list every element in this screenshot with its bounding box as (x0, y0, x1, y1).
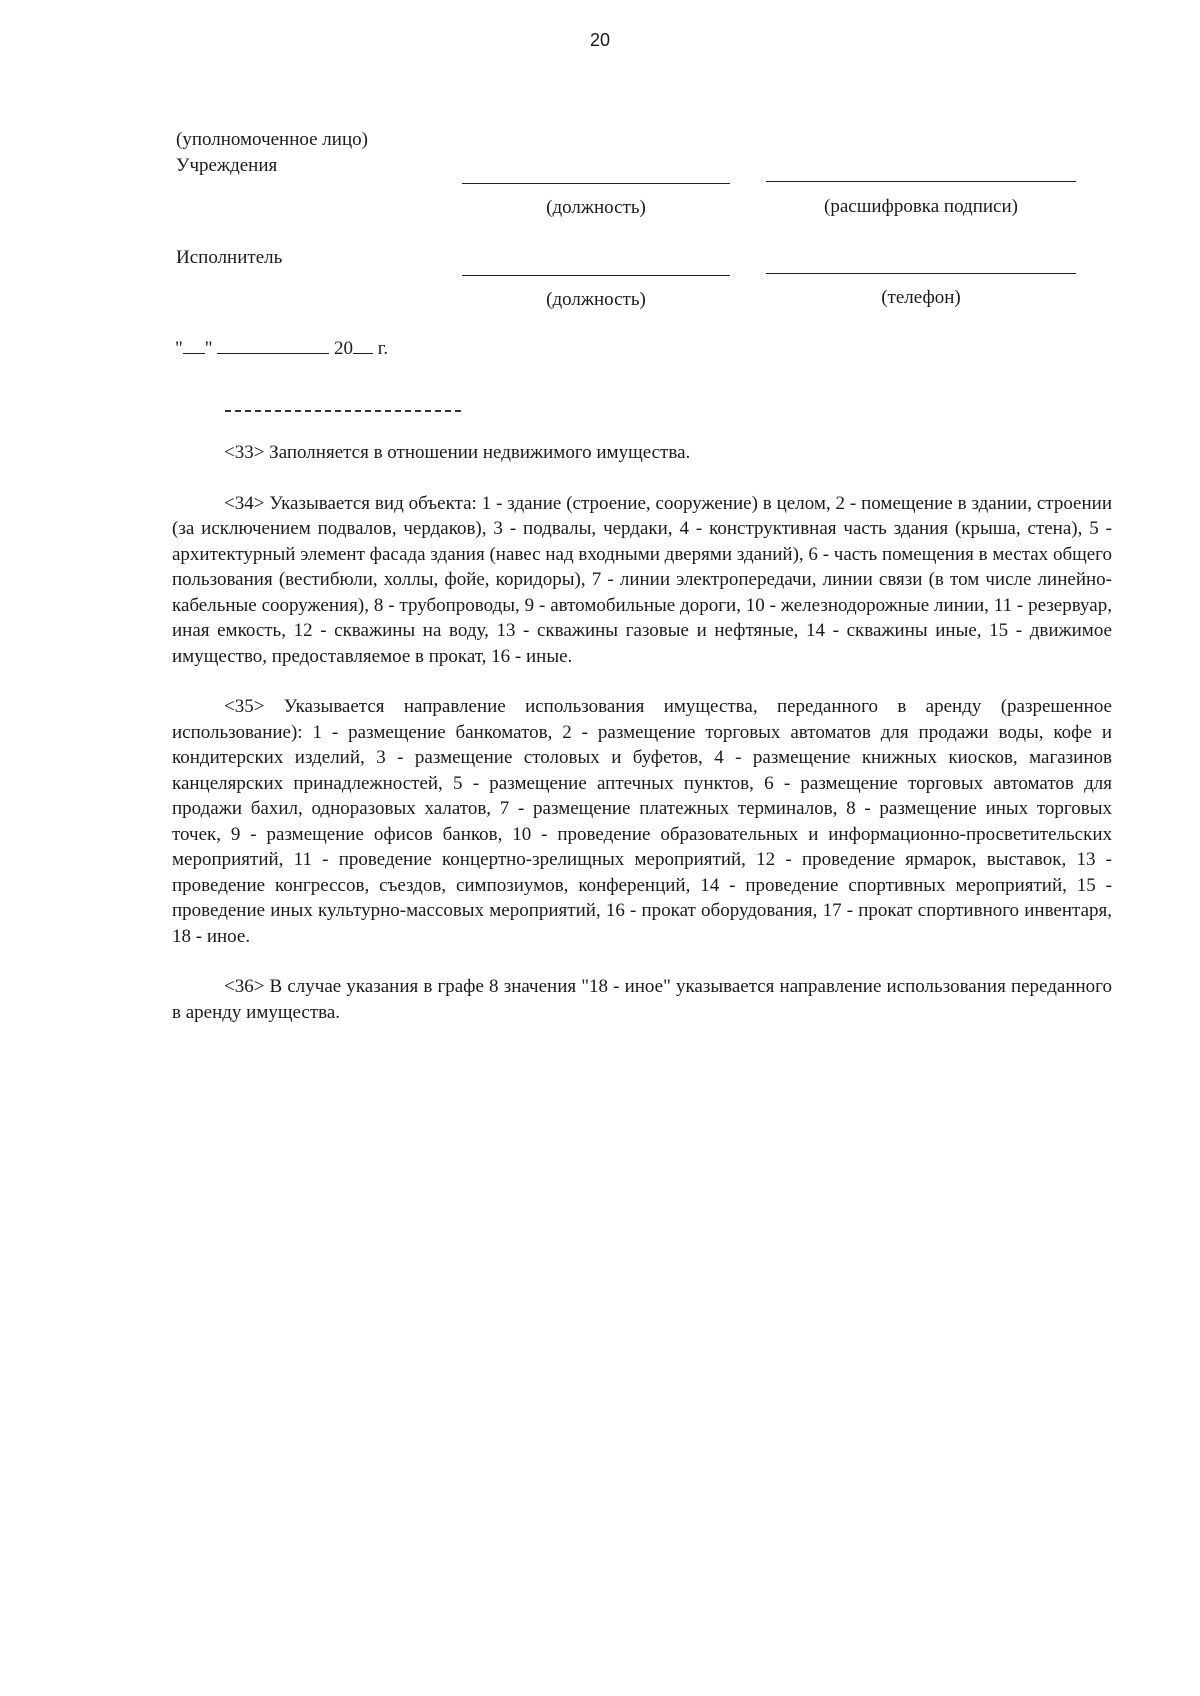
footnote-36: <36> В случае указания в графе 8 значения "18 - иное" указывается направление использования переданного в аренду имущества. (172, 976, 1112, 1023)
phone-line (766, 273, 1076, 274)
executor-position-caption: (должность) (546, 289, 646, 310)
phone-caption: (телефон) (881, 287, 961, 308)
executor-position-line (462, 275, 730, 276)
date-month-blank (217, 337, 329, 354)
institution-label: Учреждения (176, 155, 278, 176)
authorized-person-label: (уполномоченное лицо) (176, 129, 368, 150)
date-quote-close: " (204, 338, 213, 359)
footnote-34: <34> Указывается вид объекта: 1 - здание (строение, сооружение) в целом, 2 - помещение в здании, строении (за исключением подвалов, чердаков), 3 - подвалы, чердаки, 4 - конструктивная часть здания (крыша, стена), 5 - архитектурный элемент фасада здания (навес над входными дверями зданий), 6 - часть помещения в местах общего пользования (вестибюли, холлы, фойе, коридоры), 7 - линии электропередачи, линии связи (в том числе линейно-кабельные сооружения), 8 - трубопроводы, 9 - автомобильные дороги, 10 - железнодорожные линии, 11 - резервуар, иная емкость, 12 - скважины на воду, 13 - скважины газовые и нефтяные, 14 - скважины иные, 15 - движимое имущество, предоставляемое в прокат, 16 - иные. (172, 492, 1112, 667)
date-line (175, 337, 388, 361)
footnotes (172, 440, 1112, 1050)
footnote-35: <35> Указывается направление использования имущества, переданного в аренду (разрешенное использование): 1 - размещение банкоматов, 2 - размещение торговых автоматов для продажи воды, кофе и кондитерских изделий, 3 - размещение столовых и буфетов, 4 - размещение книжных киосков, магазинов канцелярских принадлежностей, 5 - размещение аптечных пунктов, 6 - размещение торговых автоматов для продажи бахил, одноразовых халатов, 7 - размещение платежных терминалов, 8 - размещение иных торговых точек, 9 - размещение офисов банков, 10 - проведение образовательных и информационно-просветительских мероприятий, 11 - проведение концертно-зрелищных мероприятий, 12 - проведение ярмарок, выставок, 13 - проведение конгрессов, съездов, симпозиумов, конференций, 14 - проведение спортивных мероприятий, 15 - проведение иных культурно-массовых мероприятий, 16 - прокат оборудования, 17 - прокат спортивного инвентаря, 18 - иное. (172, 696, 1112, 947)
date-year-prefix: 20 (334, 338, 354, 359)
footnote-separator (225, 410, 461, 412)
executor-label: Исполнитель (176, 247, 283, 268)
date-quote-open: " (175, 338, 183, 359)
page-number: 20 (589, 30, 611, 50)
date-year-suffix: г. (377, 338, 389, 359)
date-day-blank (183, 337, 205, 354)
footnote-33: <33> Заполняется в отношении недвижимого имущества. (224, 442, 691, 463)
decoding-caption: (расшифровка подписи) (824, 196, 1018, 217)
date-year-blank (353, 337, 373, 354)
position-caption: (должность) (546, 197, 646, 218)
decoding-signature-line (766, 181, 1076, 182)
position-signature-line (462, 183, 730, 184)
